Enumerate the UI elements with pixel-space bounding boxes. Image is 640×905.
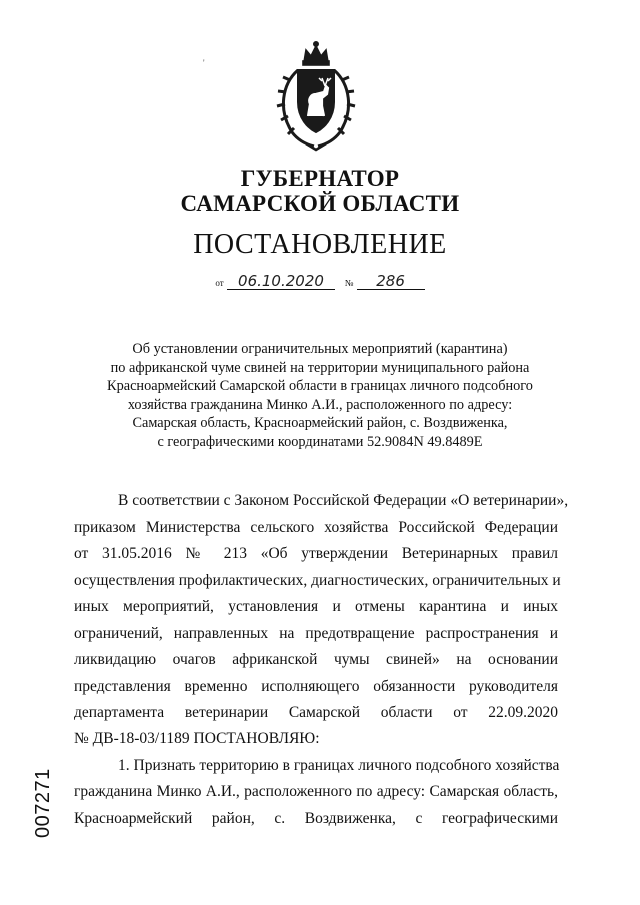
- samara-coat-of-arms-icon: [268, 40, 364, 152]
- subject-line: с географическими координатами 52.9084N 49.8489E: [157, 433, 483, 450]
- subject-line: по африканской чуме свиней на территории муниципального района: [110, 359, 530, 376]
- issuer-title-line1: ГУБЕРНАТОР: [240, 166, 400, 191]
- body-line: от 31.05.2016 № 213 «Об утверждении Ветеринарных правил: [74, 545, 558, 562]
- issuer-title-line2: САМАРСКОЙ ОБЛАСТИ: [180, 191, 460, 216]
- subject-line: Самарская область, Красноармейский район, с. Воздвиженка,: [132, 415, 508, 432]
- body-line: представления временно исполняющего обязанности руководителя: [74, 678, 558, 695]
- subject-line: Об установлении ограничительных мероприятий (карантина): [132, 341, 508, 357]
- document-subject: [70, 340, 570, 452]
- body-line: иных мероприятий, установления и отмены карантина и иных: [74, 598, 558, 615]
- body-line: № ДВ-18-03/1189 ПОСТАНОВЛЯЮ:: [74, 730, 320, 747]
- body-line: Красноармейский район, с. Воздвиженка, с географическими: [74, 810, 558, 827]
- body-line: гражданина Минко А.И., расположенного по адресу: Самарская область,: [74, 783, 558, 800]
- document-number: 286: [357, 274, 425, 290]
- from-label: от: [215, 278, 224, 288]
- registry-code: 007271: [32, 768, 54, 838]
- date-number-line: [0, 274, 640, 290]
- document-date: 06.10.2020: [227, 274, 335, 290]
- subject-line: Красноармейский Самарской области в границах личного подсобного: [107, 378, 533, 395]
- body-line: 1. Признать территорию в границах личного подсобного хозяйства: [118, 757, 560, 774]
- body-line: департамента ветеринарии Самарской области от 22.09.2020: [74, 704, 558, 721]
- body-line: ликвидацию очагов африканской чумы свиней» на основании: [74, 651, 558, 668]
- body-line: осуществления профилактических, диагностических, ограничительных и: [74, 572, 561, 589]
- stray-mark: ': [203, 58, 205, 68]
- body-line: В соответствии с Законом Российской Федерации «О ветеринарии»,: [118, 492, 569, 509]
- subject-line: хозяйства гражданина Минко А.И., расположенного по адресу:: [127, 396, 513, 413]
- body-line: приказом Министерства сельского хозяйства Российской Федерации: [74, 519, 558, 536]
- number-label: №: [344, 278, 354, 288]
- document-type: ПОСТАНОВЛЕНИЕ: [193, 229, 447, 260]
- body-line: ограничений, направленных на предотвращение распространения и: [74, 625, 558, 642]
